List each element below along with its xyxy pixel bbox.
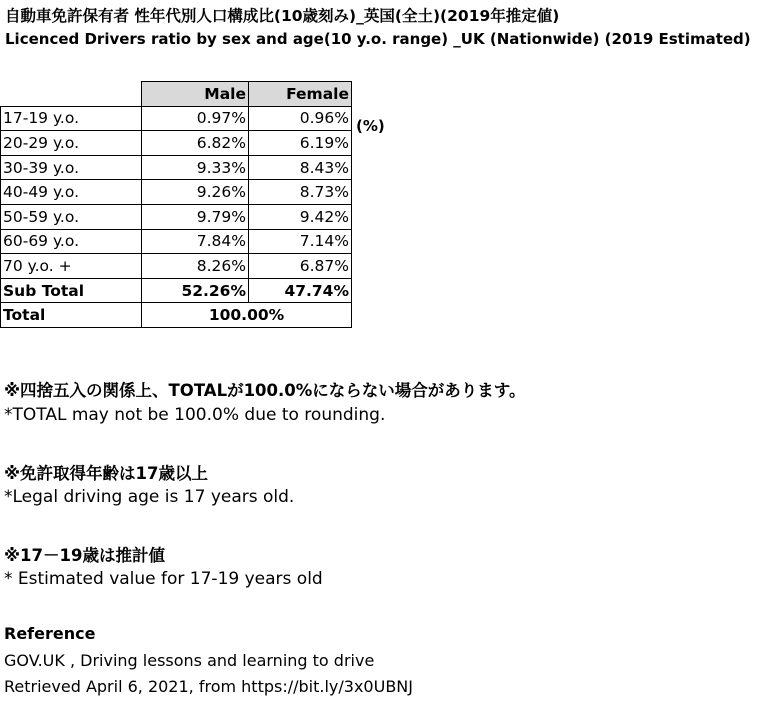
table-row: [1, 155, 352, 180]
subtotal-male: 52.26%: [142, 278, 249, 303]
row-label: 60-69 y.o.: [1, 229, 142, 254]
row-label: 30-39 y.o.: [1, 155, 142, 180]
row-female-value: 0.96%: [249, 106, 352, 131]
table-row: [1, 131, 352, 156]
note-estimate-jp: ※17－19歳は推計値: [4, 546, 165, 565]
row-female-value: 9.42%: [249, 204, 352, 229]
row-female-value: 6.19%: [249, 131, 352, 156]
row-female-value: 6.87%: [249, 254, 352, 279]
note-rounding-jp: ※四捨五入の関係上、TOTALが100.0%にならない場合があります。: [4, 381, 526, 400]
note-age-en: *Legal driving age is 17 years old.: [4, 487, 295, 507]
row-label: 70 y.o. +: [1, 254, 142, 279]
header-blank-cell: [1, 82, 142, 107]
table-row: [1, 106, 352, 131]
title-english: Licenced Drivers ratio by sex and age(10 y.o. range) _UK (Nationwide) (2019 Estimated): [5, 30, 751, 48]
note-rounding-en: *TOTAL may not be 100.0% due to rounding.: [4, 405, 386, 425]
note-estimate-en: * Estimated value for 17-19 years old: [4, 569, 323, 589]
subtotal-label: Sub Total: [1, 278, 142, 303]
row-label: 40-49 y.o.: [1, 180, 142, 205]
row-female-value: 7.14%: [249, 229, 352, 254]
title-japanese: 自動車免許保有者 性年代別人口構成比(10歳刻み)_英国(全土)(2019年推定値): [5, 7, 560, 25]
header-male: Male: [142, 82, 249, 107]
row-male-value: 8.26%: [142, 254, 249, 279]
reference-retrieved: Retrieved April 6, 2021, from https://bit.ly/3x0UBNJ: [4, 677, 413, 696]
header-female: Female: [249, 82, 352, 107]
subtotal-female: 47.74%: [249, 278, 352, 303]
note-age-jp: ※免許取得年齢は17歳以上: [4, 464, 209, 483]
drivers-ratio-table: [0, 81, 352, 328]
reference-heading: Reference: [4, 624, 96, 643]
unit-label: (%): [356, 117, 385, 135]
row-label: 50-59 y.o.: [1, 204, 142, 229]
row-male-value: 0.97%: [142, 106, 249, 131]
row-male-value: 6.82%: [142, 131, 249, 156]
row-female-value: 8.73%: [249, 180, 352, 205]
row-male-value: 9.79%: [142, 204, 249, 229]
row-male-value: 9.26%: [142, 180, 249, 205]
total-row: [1, 303, 352, 328]
row-male-value: 9.33%: [142, 155, 249, 180]
reference-source: GOV.UK , Driving lessons and learning to drive: [4, 651, 375, 670]
subtotal-row: [1, 278, 352, 303]
row-male-value: 7.84%: [142, 229, 249, 254]
row-female-value: 8.43%: [249, 155, 352, 180]
row-label: 17-19 y.o.: [1, 106, 142, 131]
table-row: [1, 204, 352, 229]
table-row: [1, 254, 352, 279]
total-label: Total: [1, 303, 142, 328]
table-row: [1, 180, 352, 205]
total-value: 100.00%: [142, 303, 352, 328]
table-body: [1, 106, 352, 278]
row-label: 20-29 y.o.: [1, 131, 142, 156]
table-header-row: [1, 82, 352, 107]
table-row: [1, 229, 352, 254]
